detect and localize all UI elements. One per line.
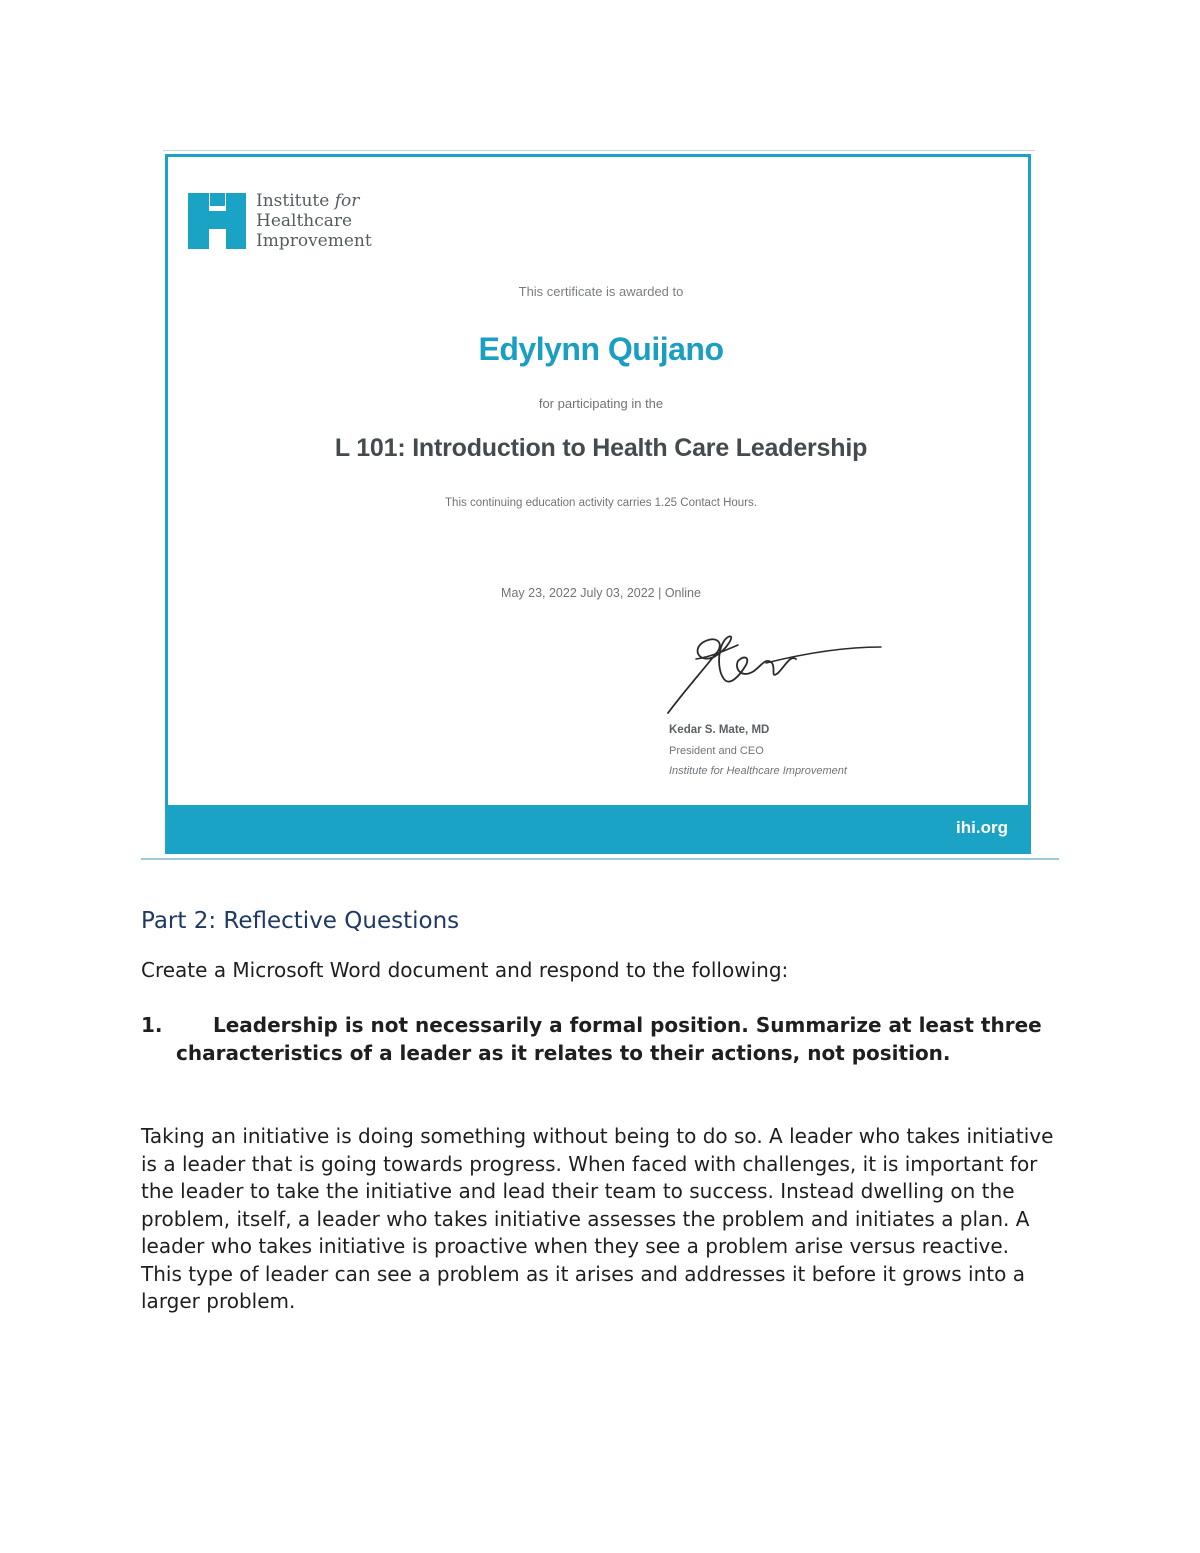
ihi-logo-icon (188, 191, 248, 251)
signer-name: Kedar S. Mate, MD (669, 724, 770, 736)
question-text: Leadership is not necessarily a formal position. Summarize at least three characteristics of a leader as it relates to their actions, not position. (176, 1013, 1042, 1065)
participating-text: for participating in the (538, 396, 664, 411)
ihi-logo (188, 191, 388, 255)
signer-title: President and CEO (669, 745, 764, 757)
question-number: 1. (141, 1013, 163, 1037)
certificate-bottom-rule (141, 858, 1059, 860)
answer-paragraph: Taking an initiative is doing something without being to do so. A leader who takes initiative is a leader that is going towards progress. When faced with challenges, it is important for the leader to take the initiative and lead their team to success. Instead dwelling on the problem, itself, a leader who takes initiative assesses the problem and initiates a plan. A leader who takes initiative is proactive when they see a problem arise versus reactive. This type of leader can see a problem as it arises and addresses it before it grows into a larger problem. (141, 1124, 1054, 1313)
contact-hours-text: This continuing education activity carries 1.25 Contact Hours. (445, 497, 757, 509)
recipient-name: Edylynn Quijano (478, 331, 724, 367)
awarded-text: This certificate is awarded to (518, 284, 684, 299)
question-item (141, 1012, 1051, 1067)
signature-image (666, 629, 886, 719)
logo-wordmark: Institute for Healthcare Improvement (256, 191, 372, 251)
certificate-image (165, 154, 1031, 854)
course-title: L 101: Introduction to Health Care Leadership (334, 434, 868, 462)
section-heading: Part 2: Reflective Questions (141, 908, 460, 934)
instruction-text: Create a Microsoft Word document and respond to the following: (141, 958, 789, 982)
course-dates: May 23, 2022 July 03, 2022 | Online (501, 586, 701, 600)
certificate-top-rule (163, 150, 1035, 151)
signer-organization: Institute for Healthcare Improvement (669, 765, 847, 777)
certificate-footer-bar (168, 805, 1028, 851)
footer-url: ihi.org (956, 818, 1008, 837)
